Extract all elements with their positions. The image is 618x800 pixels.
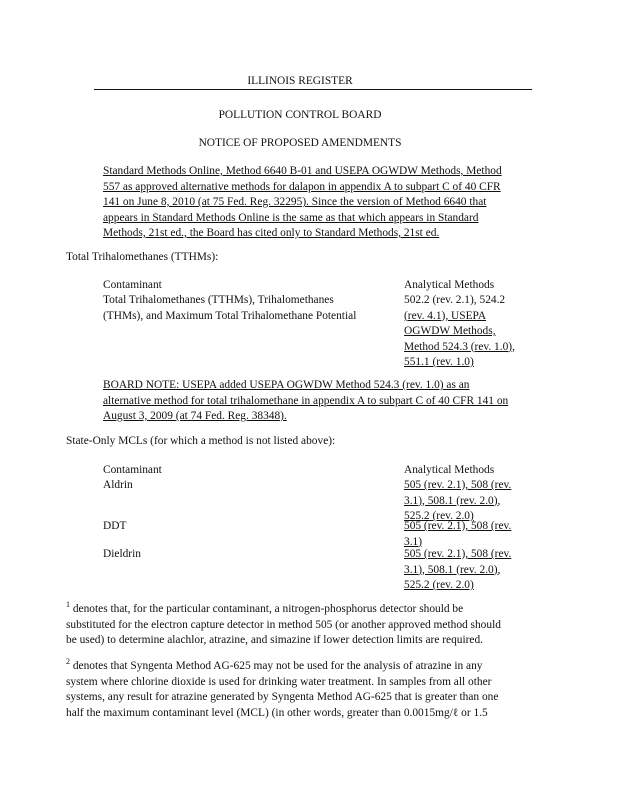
footnote-1-line: be used) to determine alachlor, atrazine, and simazine if lower detection limits are required.: [66, 634, 484, 646]
footnote-1: [66, 602, 501, 649]
footnote-2: [66, 659, 498, 721]
dieldrin-method-line: 505 (rev. 2.1), 508 (rev.: [404, 548, 512, 560]
footnote-2-marker: 2: [66, 657, 70, 667]
tthm-method-line: Method 524.3 (rev. 1.0),: [404, 340, 515, 353]
aldrin-method-line: 3.1), 508.1 (rev. 2.0),: [404, 494, 501, 507]
footnote-2-line: $^2$ denotes that Syngenta Method AG-625 may not be used for the analysis of atrazine in any: [66, 657, 483, 672]
tthm-heading: Total Trihalomethanes (TTHMs):: [66, 251, 219, 263]
intro-line: 557 as approved alternative methods for dalapon in appendix A to subpart C of 40 CFR: [103, 180, 501, 193]
tthm-methods-header: Analytical Methods: [404, 279, 495, 291]
tthm-method-line: (rev. 4.1), USEPA: [404, 309, 487, 322]
tthm-method-line: 502.2 (rev. 2.1), 524.2: [404, 294, 506, 306]
dieldrin-method-line: 3.1), 508.1 (rev. 2.0),: [404, 563, 501, 576]
board-note-line: BOARD NOTE: USEPA added USEPA OGWDW Method 524.3 (rev. 1.0) as an: [103, 379, 470, 391]
tthm-contaminant: [103, 293, 356, 324]
footnote-2-line: half the maximum contaminant level (MCL) (in other words, greater than 0.0015mg/ℓ or 1.5: [66, 706, 488, 719]
footnote-2-line: system where chlorine dioxide is used for drinking water treatment. In samples from all other: [66, 675, 492, 688]
dieldrin-method-line: 525.2 (rev. 2.0): [404, 579, 474, 591]
aldrin-name: Aldrin: [103, 479, 133, 491]
board-note: [103, 378, 508, 425]
footnote-1-marker: 1: [66, 600, 70, 610]
board-note-line: August 3, 2009 (at 74 Fed. Reg. 38348).: [103, 410, 287, 422]
header-rule: [94, 89, 532, 90]
tthm-contaminant-line: (THMs), and Maximum Total Trihalomethane Potential: [103, 309, 357, 322]
ddt-method-line: 3.1): [404, 535, 423, 548]
intro-line: appears in Standard Methods Online is the same as that which appears in Standard: [103, 211, 479, 224]
footnote-1-line: $^1$ denotes that, for the particular contaminant, a nitrogen-phosphorus detector should be: [66, 600, 464, 615]
intro-line: Methods, 21st ed., the Board has cited only to Standard Methods, 21st ed.: [103, 227, 440, 239]
intro-paragraph: [103, 164, 502, 242]
state-only-heading: State-Only MCLs (for which a method is not listed above):: [66, 435, 336, 447]
tthm-contaminant-line: Total Trihalomethanes (TTHMs), Trihalomethanes: [103, 294, 334, 306]
register-title: ILLINOIS REGISTER: [247, 75, 353, 87]
notice-title: NOTICE OF PROPOSED AMENDMENTS: [198, 137, 402, 149]
tthm-method-line: OGWDW Methods,: [404, 325, 496, 337]
board-title: POLLUTION CONTROL BOARD: [218, 109, 382, 121]
ddt-name: DDT: [103, 520, 127, 532]
footnote-1-line: substituted for the electron capture detector in method 505 (or another approved method should: [66, 618, 501, 631]
dieldrin-methods: [404, 547, 511, 594]
dieldrin-name: Dieldrin: [103, 548, 141, 560]
footnote-2-line: systems, any result for atrazine generated by Syngenta Method AG-625 that is greater than one: [66, 691, 499, 703]
aldrin-method-line: 525.2 (rev. 2.0): [404, 510, 474, 522]
tthm-methods: [404, 293, 515, 371]
board-note-line: alternative method for total trihalomethane in appendix A to subpart C of 40 CFR 141 on: [103, 394, 509, 407]
intro-line: 141 on June 8, 2010 (at 75 Fed. Reg. 32295). Since the version of Method 6640 that: [103, 196, 487, 208]
state-methods-header: Analytical Methods: [404, 464, 495, 476]
ddt-method-line: 505 (rev. 2.1), 508 (rev.: [404, 520, 512, 532]
aldrin-methods: [404, 478, 511, 525]
tthm-contaminant-header: Contaminant: [103, 279, 162, 291]
intro-line: Standard Methods Online, Method 6640 B-01 and USEPA OGWDW Methods, Method: [103, 165, 502, 177]
state-contaminant-header: Contaminant: [103, 464, 162, 476]
aldrin-method-line: 505 (rev. 2.1), 508 (rev.: [404, 479, 512, 491]
ddt-methods: [404, 519, 511, 550]
tthm-method-line: 551.1 (rev. 1.0): [404, 356, 474, 368]
